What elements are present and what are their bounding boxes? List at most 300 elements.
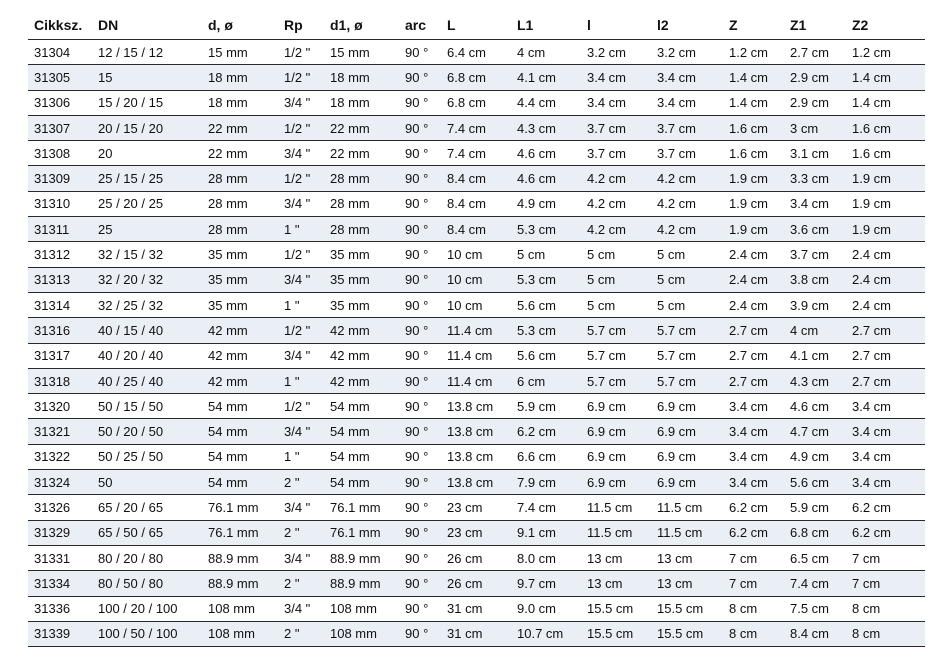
table-cell: 90 ° [399, 191, 441, 216]
table-row [28, 596, 925, 621]
table-cell: 1 " [278, 292, 324, 317]
table-cell: 15.5 cm [581, 621, 651, 646]
table-cell: 76.1 mm [202, 495, 278, 520]
table-cell: 4.9 cm [784, 444, 846, 469]
table-cell: 1.4 cm [723, 90, 784, 115]
table-cell: 7.4 cm [784, 571, 846, 596]
table-row [28, 520, 925, 545]
table-cell: 4.2 cm [581, 191, 651, 216]
table-cell: 88.9 mm [202, 545, 278, 570]
table-cell: 4.2 cm [651, 217, 723, 242]
table-row [28, 444, 925, 469]
table-cell: 5 cm [511, 242, 581, 267]
table-cell: 28 mm [202, 166, 278, 191]
table-cell: 3.4 cm [723, 419, 784, 444]
table-cell: 3.4 cm [846, 470, 925, 495]
table-cell: 80 / 20 / 80 [92, 545, 202, 570]
table-cell: 5.3 cm [511, 217, 581, 242]
fitting-dimensions-table [28, 10, 925, 647]
table-cell: 5.7 cm [651, 318, 723, 343]
table-cell: 7.5 cm [784, 596, 846, 621]
table-cell: 80 / 50 / 80 [92, 571, 202, 596]
table-row [28, 470, 925, 495]
table-cell: 2 " [278, 470, 324, 495]
table-cell: 31309 [28, 166, 92, 191]
table-cell: 25 [92, 217, 202, 242]
table-row [28, 621, 925, 646]
table-cell: 6.2 cm [723, 520, 784, 545]
table-cell: 31310 [28, 191, 92, 216]
table-cell: 13 cm [581, 545, 651, 570]
table-cell: 6.8 cm [441, 65, 511, 90]
table-cell: 31307 [28, 115, 92, 140]
table-cell: 31324 [28, 470, 92, 495]
table-cell: 35 mm [202, 267, 278, 292]
table-cell: 7.4 cm [441, 115, 511, 140]
column-header: L [441, 10, 511, 40]
table-cell: 3.7 cm [651, 141, 723, 166]
table-cell: 3.1 cm [784, 141, 846, 166]
table-cell: 88.9 mm [202, 571, 278, 596]
table-cell: 8.4 cm [441, 217, 511, 242]
table-cell: 9.1 cm [511, 520, 581, 545]
table-cell: 4.2 cm [581, 217, 651, 242]
table-cell: 2.7 cm [846, 318, 925, 343]
table-cell: 1 " [278, 444, 324, 469]
table-cell: 76.1 mm [324, 520, 399, 545]
table-cell: 10.7 cm [511, 621, 581, 646]
table-cell: 7.9 cm [511, 470, 581, 495]
table-cell: 90 ° [399, 292, 441, 317]
table-row [28, 166, 925, 191]
table-cell: 31308 [28, 141, 92, 166]
table-cell: 3.3 cm [784, 166, 846, 191]
column-header: Z [723, 10, 784, 40]
table-cell: 5 cm [651, 292, 723, 317]
table-cell: 13.8 cm [441, 394, 511, 419]
table-cell: 26 cm [441, 571, 511, 596]
table-cell: 2.7 cm [723, 368, 784, 393]
table-cell: 3.6 cm [784, 217, 846, 242]
table-cell: 90 ° [399, 115, 441, 140]
table-cell: 90 ° [399, 368, 441, 393]
table-cell: 13 cm [651, 571, 723, 596]
table-row [28, 90, 925, 115]
table-cell: 9.0 cm [511, 596, 581, 621]
table-cell: 18 mm [202, 90, 278, 115]
table-cell: 15.5 cm [581, 596, 651, 621]
table-cell: 3/4 " [278, 191, 324, 216]
column-header: l2 [651, 10, 723, 40]
table-cell: 31305 [28, 65, 92, 90]
table-cell: 1.2 cm [846, 40, 925, 65]
table-cell: 9.7 cm [511, 571, 581, 596]
table-cell: 1.6 cm [723, 141, 784, 166]
table-cell: 18 mm [324, 90, 399, 115]
table-cell: 4.7 cm [784, 419, 846, 444]
table-cell: 13.8 cm [441, 470, 511, 495]
table-cell: 28 mm [324, 191, 399, 216]
table-cell: 11.5 cm [581, 495, 651, 520]
table-cell: 2.4 cm [723, 292, 784, 317]
table-cell: 88.9 mm [324, 571, 399, 596]
table-cell: 2 " [278, 621, 324, 646]
table-cell: 54 mm [324, 394, 399, 419]
table-cell: 90 ° [399, 242, 441, 267]
table-cell: 2 " [278, 520, 324, 545]
column-header: L1 [511, 10, 581, 40]
table-cell: 4 cm [784, 318, 846, 343]
table-row [28, 115, 925, 140]
table-cell: 3/4 " [278, 90, 324, 115]
table-cell: 31314 [28, 292, 92, 317]
table-header-row [28, 10, 925, 40]
table-cell: 4.1 cm [511, 65, 581, 90]
table-cell: 3.4 cm [846, 394, 925, 419]
table-cell: 7.4 cm [511, 495, 581, 520]
table-cell: 1.9 cm [846, 166, 925, 191]
table-cell: 6.9 cm [581, 444, 651, 469]
table-cell: 90 ° [399, 621, 441, 646]
table-cell: 6.4 cm [441, 40, 511, 65]
table-cell: 31312 [28, 242, 92, 267]
table-cell: 90 ° [399, 596, 441, 621]
table-cell: 90 ° [399, 571, 441, 596]
table-cell: 1.2 cm [723, 40, 784, 65]
table-cell: 3.7 cm [581, 115, 651, 140]
table-cell: 5.7 cm [581, 368, 651, 393]
table-cell: 13 cm [581, 571, 651, 596]
table-cell: 3.9 cm [784, 292, 846, 317]
table-cell: 2.7 cm [784, 40, 846, 65]
table-cell: 1/2 " [278, 242, 324, 267]
table-cell: 12 / 15 / 12 [92, 40, 202, 65]
table-cell: 15 [92, 65, 202, 90]
table-cell: 3.4 cm [723, 470, 784, 495]
table-cell: 42 mm [202, 368, 278, 393]
table-cell: 90 ° [399, 343, 441, 368]
table-cell: 2.9 cm [784, 65, 846, 90]
table-cell: 5.7 cm [581, 318, 651, 343]
table-cell: 35 mm [324, 267, 399, 292]
table-cell: 90 ° [399, 545, 441, 570]
table-cell: 35 mm [202, 242, 278, 267]
table-cell: 2.7 cm [723, 318, 784, 343]
table-cell: 108 mm [324, 596, 399, 621]
table-cell: 5.3 cm [511, 318, 581, 343]
table-cell: 1/2 " [278, 115, 324, 140]
table-cell: 3.4 cm [846, 419, 925, 444]
table-cell: 1.4 cm [723, 65, 784, 90]
table-cell: 22 mm [202, 115, 278, 140]
table-cell: 8.4 cm [441, 191, 511, 216]
table-cell: 32 / 25 / 32 [92, 292, 202, 317]
table-cell: 3 cm [784, 115, 846, 140]
table-cell: 42 mm [324, 368, 399, 393]
table-cell: 6.9 cm [651, 394, 723, 419]
table-cell: 28 mm [324, 166, 399, 191]
table-cell: 31336 [28, 596, 92, 621]
column-header: d1, ø [324, 10, 399, 40]
table-cell: 3.4 cm [723, 444, 784, 469]
column-header: Z1 [784, 10, 846, 40]
table-cell: 3/4 " [278, 267, 324, 292]
table-row [28, 65, 925, 90]
table-cell: 31322 [28, 444, 92, 469]
table-row [28, 191, 925, 216]
table-cell: 54 mm [202, 419, 278, 444]
table-cell: 40 / 15 / 40 [92, 318, 202, 343]
table-cell: 11.4 cm [441, 318, 511, 343]
table-cell: 42 mm [324, 343, 399, 368]
table-cell: 1/2 " [278, 166, 324, 191]
table-cell: 15 mm [324, 40, 399, 65]
table-cell: 54 mm [202, 444, 278, 469]
table-cell: 108 mm [202, 621, 278, 646]
table-cell: 31 cm [441, 596, 511, 621]
table-cell: 90 ° [399, 470, 441, 495]
table-cell: 1/2 " [278, 40, 324, 65]
table-cell: 18 mm [202, 65, 278, 90]
table-cell: 6.2 cm [846, 495, 925, 520]
table-cell: 25 / 15 / 25 [92, 166, 202, 191]
table-cell: 90 ° [399, 394, 441, 419]
table-cell: 10 cm [441, 242, 511, 267]
table-cell: 10 cm [441, 292, 511, 317]
table-cell: 4.4 cm [511, 90, 581, 115]
table-cell: 6 cm [511, 368, 581, 393]
table-cell: 1.4 cm [846, 65, 925, 90]
table-cell: 23 cm [441, 520, 511, 545]
table-cell: 31306 [28, 90, 92, 115]
table-cell: 1.9 cm [846, 191, 925, 216]
table-cell: 90 ° [399, 65, 441, 90]
table-cell: 26 cm [441, 545, 511, 570]
table-cell: 11.5 cm [651, 520, 723, 545]
table-cell: 50 / 25 / 50 [92, 444, 202, 469]
table-cell: 65 / 50 / 65 [92, 520, 202, 545]
table-cell: 6.5 cm [784, 545, 846, 570]
table-cell: 7 cm [846, 571, 925, 596]
table-cell: 54 mm [202, 470, 278, 495]
table-cell: 31339 [28, 621, 92, 646]
column-header: Z2 [846, 10, 925, 40]
table-cell: 22 mm [324, 115, 399, 140]
table-cell: 31304 [28, 40, 92, 65]
table-cell: 1.9 cm [723, 217, 784, 242]
table-cell: 4.6 cm [784, 394, 846, 419]
table-cell: 3.4 cm [651, 65, 723, 90]
table-cell: 5.7 cm [651, 368, 723, 393]
table-cell: 15.5 cm [651, 596, 723, 621]
table-cell: 15 / 20 / 15 [92, 90, 202, 115]
table-cell: 3.4 cm [651, 90, 723, 115]
table-cell: 22 mm [202, 141, 278, 166]
table-cell: 3.7 cm [784, 242, 846, 267]
table-cell: 90 ° [399, 217, 441, 242]
table-cell: 31317 [28, 343, 92, 368]
table-cell: 5.7 cm [651, 343, 723, 368]
table-cell: 3/4 " [278, 343, 324, 368]
table-cell: 2.7 cm [846, 343, 925, 368]
table-cell: 18 mm [324, 65, 399, 90]
table-cell: 5.6 cm [511, 292, 581, 317]
table-body [28, 40, 925, 647]
table-cell: 7.4 cm [441, 141, 511, 166]
table-cell: 2.7 cm [846, 368, 925, 393]
table-cell: 4.6 cm [511, 141, 581, 166]
table-cell: 1.4 cm [846, 90, 925, 115]
table-cell: 5 cm [581, 267, 651, 292]
table-cell: 22 mm [324, 141, 399, 166]
table-cell: 5 cm [581, 292, 651, 317]
table-cell: 1 " [278, 368, 324, 393]
table-cell: 31313 [28, 267, 92, 292]
table-row [28, 343, 925, 368]
table-cell: 50 / 15 / 50 [92, 394, 202, 419]
table-cell: 54 mm [202, 394, 278, 419]
table-cell: 23 cm [441, 495, 511, 520]
table-cell: 4.3 cm [511, 115, 581, 140]
table-cell: 6.9 cm [581, 419, 651, 444]
column-header: Cikksz. [28, 10, 92, 40]
table-cell: 31334 [28, 571, 92, 596]
table-cell: 8 cm [846, 596, 925, 621]
table-cell: 13.8 cm [441, 419, 511, 444]
table-cell: 3/4 " [278, 495, 324, 520]
table-cell: 4.1 cm [784, 343, 846, 368]
table-cell: 6.2 cm [511, 419, 581, 444]
table-cell: 54 mm [324, 470, 399, 495]
table-cell: 2.4 cm [723, 242, 784, 267]
table-cell: 42 mm [202, 343, 278, 368]
table-cell: 4.2 cm [651, 191, 723, 216]
table-cell: 2.4 cm [846, 267, 925, 292]
table-cell: 31 cm [441, 621, 511, 646]
table-cell: 6.8 cm [441, 90, 511, 115]
table-cell: 90 ° [399, 166, 441, 191]
table-row [28, 217, 925, 242]
table-cell: 3.8 cm [784, 267, 846, 292]
table-cell: 6.9 cm [651, 470, 723, 495]
table-cell: 11.5 cm [581, 520, 651, 545]
table-cell: 3/4 " [278, 141, 324, 166]
table-cell: 54 mm [324, 444, 399, 469]
table-cell: 2.4 cm [723, 267, 784, 292]
table-cell: 6.6 cm [511, 444, 581, 469]
table-cell: 50 / 20 / 50 [92, 419, 202, 444]
table-cell: 31316 [28, 318, 92, 343]
table-cell: 108 mm [324, 621, 399, 646]
table-cell: 20 / 15 / 20 [92, 115, 202, 140]
table-cell: 5.6 cm [784, 470, 846, 495]
table-cell: 100 / 20 / 100 [92, 596, 202, 621]
table-cell: 3.4 cm [581, 65, 651, 90]
table-cell: 90 ° [399, 419, 441, 444]
table-cell: 108 mm [202, 596, 278, 621]
table-cell: 7 cm [723, 571, 784, 596]
table-cell: 6.9 cm [651, 444, 723, 469]
table-cell: 3.7 cm [651, 115, 723, 140]
table-cell: 13.8 cm [441, 444, 511, 469]
table-cell: 2.9 cm [784, 90, 846, 115]
table-cell: 88.9 mm [324, 545, 399, 570]
table-cell: 40 / 25 / 40 [92, 368, 202, 393]
table-row [28, 394, 925, 419]
table-cell: 90 ° [399, 520, 441, 545]
table-cell: 8 cm [846, 621, 925, 646]
table-cell: 15 mm [202, 40, 278, 65]
table-cell: 8.4 cm [441, 166, 511, 191]
table-cell: 11.4 cm [441, 343, 511, 368]
table-cell: 4.6 cm [511, 166, 581, 191]
table-cell: 90 ° [399, 267, 441, 292]
table-cell: 8 cm [723, 596, 784, 621]
table-cell: 3.2 cm [581, 40, 651, 65]
table-row [28, 571, 925, 596]
table-cell: 7 cm [723, 545, 784, 570]
table-cell: 42 mm [324, 318, 399, 343]
table-cell: 28 mm [202, 191, 278, 216]
table-cell: 1/2 " [278, 318, 324, 343]
table-cell: 11.4 cm [441, 368, 511, 393]
table-row [28, 40, 925, 65]
table-cell: 4 cm [511, 40, 581, 65]
table-cell: 1/2 " [278, 394, 324, 419]
table-cell: 3.2 cm [651, 40, 723, 65]
table-cell: 11.5 cm [651, 495, 723, 520]
table-cell: 2.4 cm [846, 292, 925, 317]
table-cell: 31329 [28, 520, 92, 545]
column-header: Rp [278, 10, 324, 40]
table-cell: 1.6 cm [846, 141, 925, 166]
table-cell: 4.3 cm [784, 368, 846, 393]
table-cell: 90 ° [399, 495, 441, 520]
table-cell: 3.4 cm [723, 394, 784, 419]
table-cell: 4.9 cm [511, 191, 581, 216]
table-cell: 50 [92, 470, 202, 495]
table-cell: 20 [92, 141, 202, 166]
table-cell: 1.9 cm [723, 166, 784, 191]
table-cell: 6.9 cm [651, 419, 723, 444]
table-cell: 15.5 cm [651, 621, 723, 646]
table-cell: 31318 [28, 368, 92, 393]
table-cell: 8.0 cm [511, 545, 581, 570]
table-cell: 3/4 " [278, 545, 324, 570]
table-cell: 65 / 20 / 65 [92, 495, 202, 520]
table-cell: 35 mm [324, 292, 399, 317]
table-cell: 6.9 cm [581, 470, 651, 495]
table-cell: 1 " [278, 217, 324, 242]
table-cell: 31311 [28, 217, 92, 242]
table-cell: 28 mm [324, 217, 399, 242]
table-cell: 35 mm [324, 242, 399, 267]
table-cell: 32 / 20 / 32 [92, 267, 202, 292]
table-row [28, 368, 925, 393]
table-cell: 7 cm [846, 545, 925, 570]
table-cell: 3.4 cm [581, 90, 651, 115]
table-cell: 76.1 mm [324, 495, 399, 520]
table-row [28, 141, 925, 166]
table-cell: 90 ° [399, 444, 441, 469]
table-cell: 3/4 " [278, 419, 324, 444]
table-cell: 90 ° [399, 90, 441, 115]
table-cell: 6.8 cm [784, 520, 846, 545]
table-row [28, 242, 925, 267]
table-cell: 1.9 cm [846, 217, 925, 242]
table-cell: 31321 [28, 419, 92, 444]
table-row [28, 495, 925, 520]
